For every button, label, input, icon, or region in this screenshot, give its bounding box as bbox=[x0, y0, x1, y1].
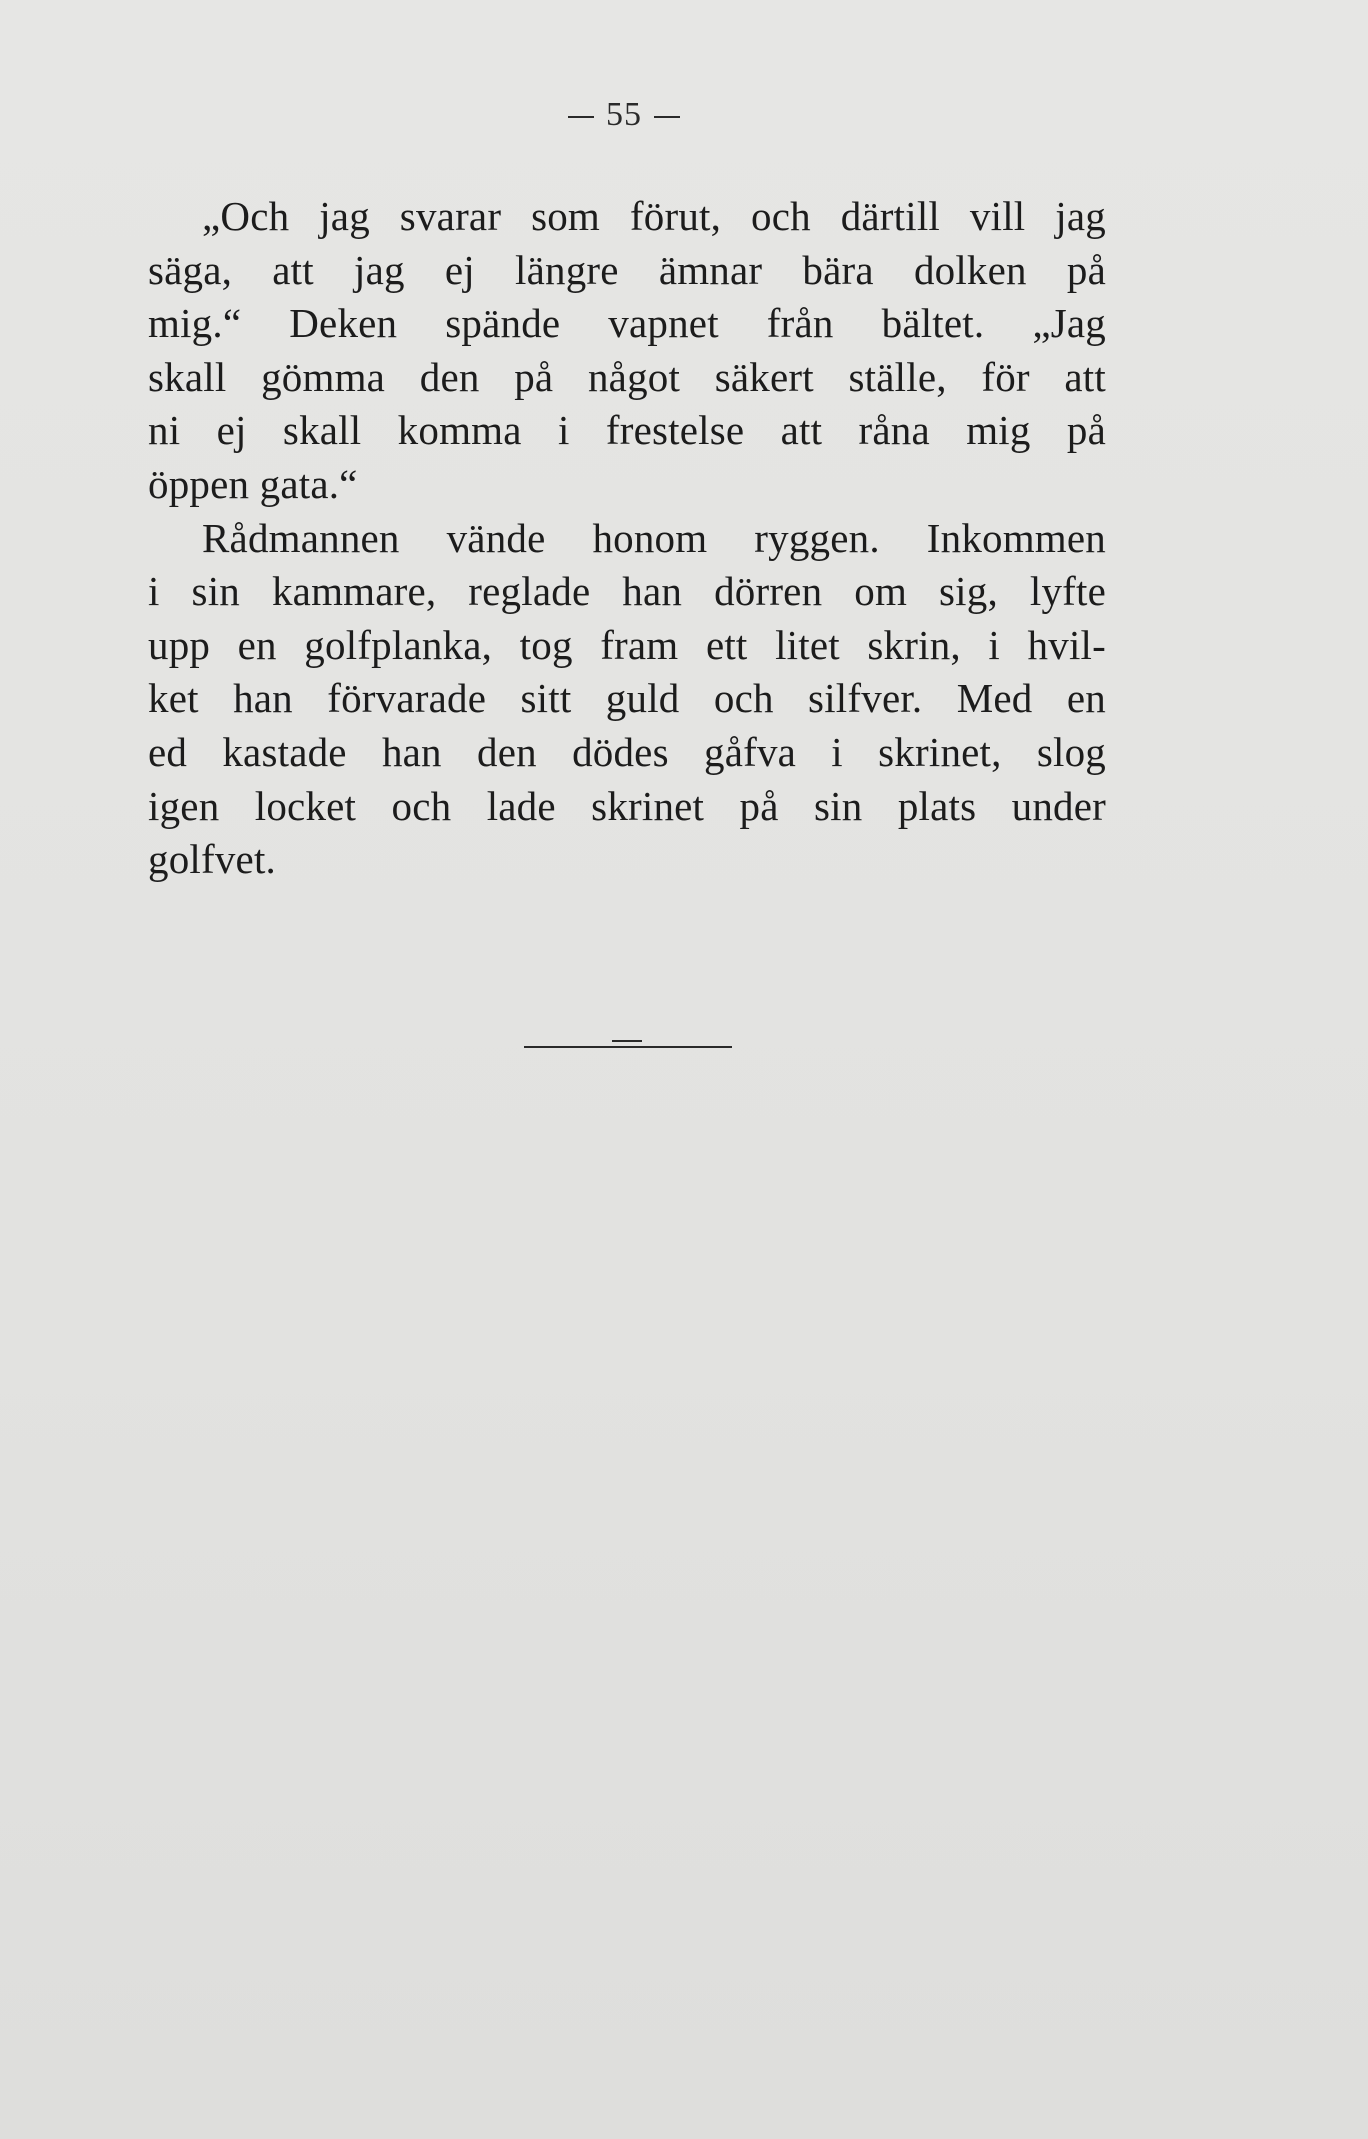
body-text bbox=[148, 190, 1106, 887]
text-line: „Och jag svarar som förut, och därtill vill jag bbox=[202, 193, 1106, 239]
text-line: i sin kammare, reglade han dörren om sig, lyfte bbox=[148, 568, 1106, 615]
page-number-value: 55 bbox=[606, 96, 642, 133]
text-line: ed kastade han den dödes gåfva i skrinet, slog bbox=[148, 728, 1106, 775]
text-line: ket han förvarade sitt guld och silfver. Med en bbox=[148, 675, 1106, 722]
page-number-dash-left bbox=[568, 116, 594, 118]
text-line: mig.“ Deken spände vapnet från bältet. „Jag bbox=[148, 300, 1106, 347]
page-number bbox=[0, 96, 1248, 134]
text-line: skall gömma den på något säkert ställe, för att bbox=[148, 353, 1106, 400]
chapter-end-rule bbox=[524, 1040, 732, 1054]
page-number-dash-right bbox=[654, 116, 680, 118]
end-rule-mark bbox=[612, 1040, 642, 1042]
text-line: upp en golfplanka, tog fram ett litet skrin, i hvil- bbox=[148, 621, 1106, 668]
text-line: öppen gata.“ bbox=[148, 460, 358, 507]
end-rule-line bbox=[524, 1046, 732, 1048]
text-line: golfvet. bbox=[148, 836, 276, 883]
text-line: Rådmannen vände honom ryggen. Inkommen bbox=[202, 514, 1106, 561]
text-line: säga, att jag ej längre ämnar bära dolken på bbox=[148, 246, 1106, 293]
text-line: ni ej skall komma i frestelse att råna mig på bbox=[148, 407, 1106, 454]
text-line: igen locket och lade skrinet på sin plats under bbox=[148, 782, 1106, 829]
